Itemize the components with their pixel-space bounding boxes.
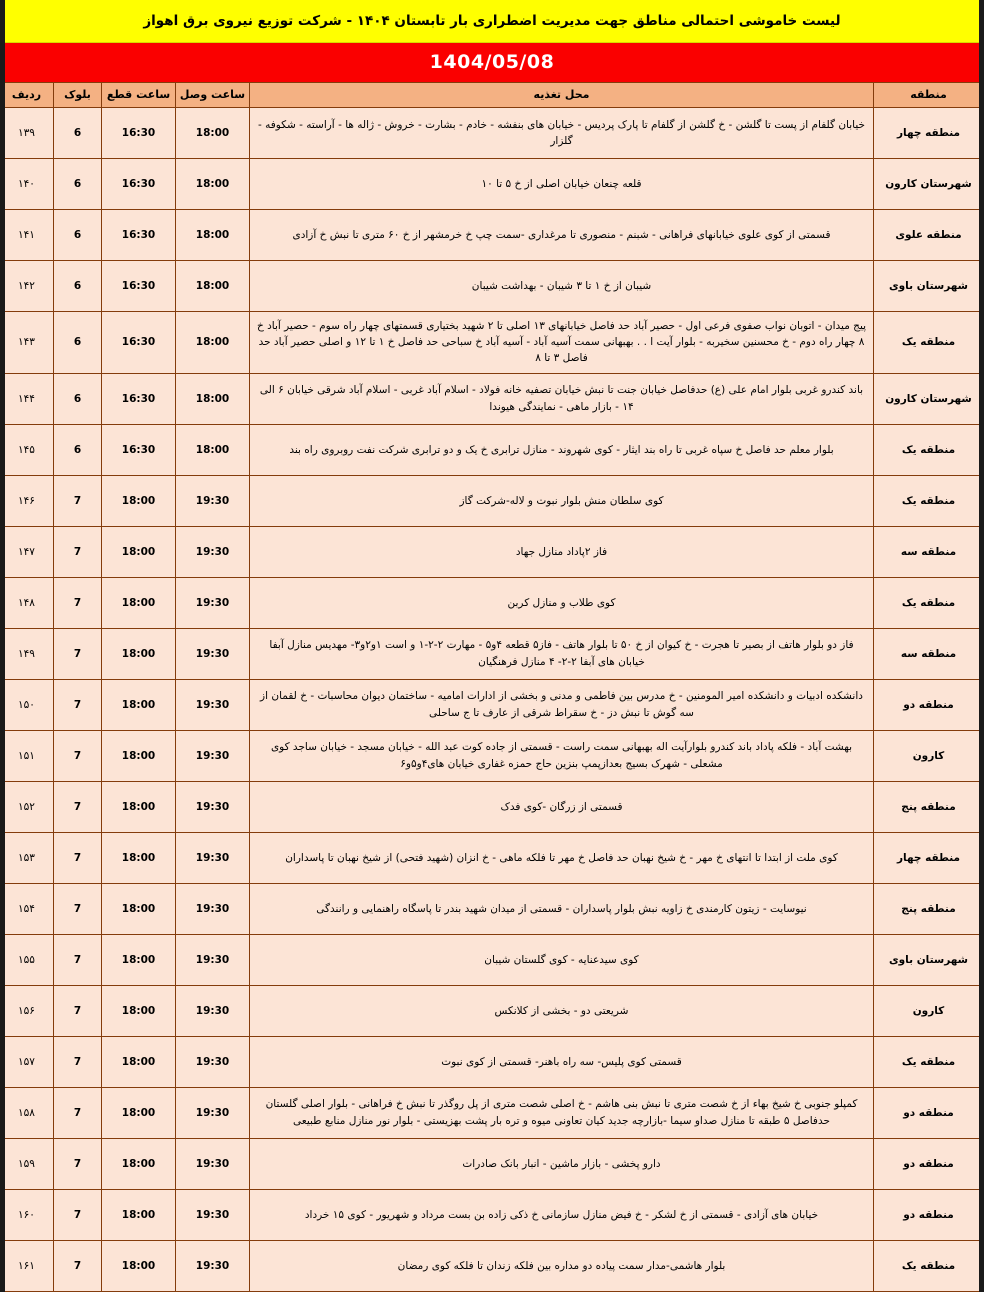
cell-restore-time: 18:00 [176,158,250,209]
cell-region: منطقه سه [874,526,984,577]
cell-place: کوی سیدعنایه - کوی گلستان شیبان [250,934,874,985]
cell-place: بهشت آباد - فلکه پاداد باند کندرو بلوارآیت اله بهبهانی سمت راست - قسمتی از جاده کوت عبد الله - خیابان مسجد - خیابان ساجد کوی مشعلی - شهرک بسیج بعدازپمپ بنزین حاج حمزه غفاری خیابان های۴و۵و۶ [250,730,874,781]
cell-cut-time: 18:00 [102,679,176,730]
cell-cut-time: 16:30 [102,158,176,209]
table-row [0,628,984,679]
cell-block: 7 [54,832,102,883]
cell-block: 7 [54,1189,102,1240]
cell-cut-time: 18:00 [102,526,176,577]
cell-cut-time: 18:00 [102,1240,176,1291]
table-row [0,1189,984,1240]
cell-cut-time: 18:00 [102,883,176,934]
cell-restore-time: 19:30 [176,679,250,730]
table-row [0,1036,984,1087]
cell-region: منطقه پنج [874,883,984,934]
cell-cut-time: 18:00 [102,1138,176,1189]
cell-block: 6 [54,107,102,158]
cell-restore-time: 19:30 [176,1138,250,1189]
table-row [0,679,984,730]
cell-block: 7 [54,1036,102,1087]
cell-row-number: ۱۵۸ [0,1087,54,1138]
table-row [0,1138,984,1189]
cell-restore-time: 19:30 [176,934,250,985]
column-header-row: ردیف [0,82,54,107]
cell-region: منطقه دو [874,679,984,730]
cell-place: قلعه چنعان خیابان اصلی از خ ۵ تا ۱۰ [250,158,874,209]
cell-cut-time: 16:30 [102,209,176,260]
cell-region: منطقه دو [874,1138,984,1189]
cell-row-number: ۱۴۱ [0,209,54,260]
column-header-cut-time: ساعت قطع [102,82,176,107]
cell-row-number: ۱۵۹ [0,1138,54,1189]
table-row [0,1087,984,1138]
table-row [0,832,984,883]
cell-row-number: ۱۵۲ [0,781,54,832]
table-row [0,934,984,985]
cell-block: 7 [54,934,102,985]
cell-block: 6 [54,209,102,260]
cell-row-number: ۱۶۰ [0,1189,54,1240]
table-row [0,260,984,311]
cell-cut-time: 18:00 [102,832,176,883]
cell-restore-time: 19:30 [176,1240,250,1291]
cell-region: منطقه یک [874,311,984,373]
cell-cut-time: 16:30 [102,373,176,424]
cell-restore-time: 19:30 [176,730,250,781]
cell-restore-time: 19:30 [176,1189,250,1240]
cell-row-number: ۱۶۱ [0,1240,54,1291]
table-row [0,781,984,832]
cell-row-number: ۱۵۵ [0,934,54,985]
cell-row-number: ۱۳۹ [0,107,54,158]
cell-restore-time: 18:00 [176,373,250,424]
cell-place: خیابان گلفام از پست تا گلشن - خ گلشن از گلفام تا پارک پردیس - خیابان های بنفشه - خادم - بشارت - خروش - ژاله ها - آراسته - شکوفه - گلزار [250,107,874,158]
cell-block: 7 [54,1138,102,1189]
cell-row-number: ۱۵۳ [0,832,54,883]
cell-place: فاز دو بلوار هاتف از بصیر تا هجرت - خ کیوان از خ ۵۰ تا بلوار هاتف - فاز۵ قطعه ۴و۵ - مهارت ۲-۲-۱ و است ۱و۲و۳- مهدیس منازل آبفا خیابان های آبفا ۲-۲- ۴ منازل فرهنگیان [250,628,874,679]
cell-row-number: ۱۵۴ [0,883,54,934]
cell-region: منطقه یک [874,1240,984,1291]
cell-block: 7 [54,883,102,934]
cell-place: شریعتی دو - بخشی از کلانکس [250,985,874,1036]
cell-region: منطقه یک [874,577,984,628]
cell-restore-time: 19:30 [176,1087,250,1138]
schedule-date: 1404/05/08 [0,43,984,82]
cell-row-number: ۱۴۳ [0,311,54,373]
cell-block: 7 [54,526,102,577]
cell-block: 7 [54,985,102,1036]
cell-cut-time: 16:30 [102,311,176,373]
cell-row-number: ۱۵۷ [0,1036,54,1087]
cell-place: بلوار هاشمی-مدار سمت پیاده دو مداره بین فلکه زندان تا فلکه کوی رمضان [250,1240,874,1291]
cell-cut-time: 18:00 [102,577,176,628]
cell-cut-time: 18:00 [102,781,176,832]
cell-place: باند کندرو غربی بلوار امام علی (ع) حدفاصل خیابان جنت تا نبش خیابان تصفیه خانه فولاد - اسلام آباد غربی - اسلام آباد شرقی خیابان ۶ الی ۱۴ - بازار ماهی - نمایندگی هیوندا [250,373,874,424]
cell-cut-time: 18:00 [102,628,176,679]
column-header-region: منطقه [874,82,984,107]
cell-row-number: ۱۴۰ [0,158,54,209]
cell-restore-time: 18:00 [176,311,250,373]
cell-place: دارو پخشی - بازار ماشین - انبار بانک صادرات [250,1138,874,1189]
cell-block: 6 [54,373,102,424]
cell-block: 7 [54,475,102,526]
cell-region: منطقه چهار [874,832,984,883]
table-row [0,311,984,373]
cell-cut-time: 18:00 [102,1087,176,1138]
cell-row-number: ۱۴۵ [0,424,54,475]
cell-place: کوی سلطان منش بلوار نبوت و لاله-شرکت گاز [250,475,874,526]
table-row [0,1240,984,1291]
cell-place: فاز ۲پاداد منازل جهاد [250,526,874,577]
outage-schedule-table [0,82,984,1292]
cell-cut-time: 18:00 [102,475,176,526]
column-header-place: محل تغذیه [250,82,874,107]
cell-place: دانشکده ادبیات و دانشکده امیر المومنین - خ مدرس بین فاطمی و مدنی و بخشی از ادارات امامیه - ساختمان دیوان محاسبات - خ لقمان از سه گوش تا نبش دز - خ سقراط شرقی از عارف تا ج ساحلی [250,679,874,730]
cell-row-number: ۱۴۷ [0,526,54,577]
cell-block: 7 [54,1240,102,1291]
cell-cut-time: 18:00 [102,1036,176,1087]
cell-block: 7 [54,1087,102,1138]
table-row [0,985,984,1036]
cell-region: شهرستان کارون [874,373,984,424]
cell-region: منطقه سه [874,628,984,679]
table-row [0,730,984,781]
cell-region: منطقه دو [874,1189,984,1240]
cell-restore-time: 18:00 [176,260,250,311]
cell-block: 7 [54,628,102,679]
cell-block: 6 [54,260,102,311]
cell-restore-time: 19:30 [176,883,250,934]
table-row [0,373,984,424]
cell-cut-time: 16:30 [102,107,176,158]
cell-restore-time: 18:00 [176,424,250,475]
cell-place: کوی ملت از ابتدا تا انتهای خ مهر - خ شیخ نهبان حد فاصل خ مهر تا فلکه ماهی - خ انزان (شهید فتحی) از شیخ نهبان تا پاسداران [250,832,874,883]
cell-region: منطقه دو [874,1087,984,1138]
cell-block: 6 [54,158,102,209]
table-row [0,424,984,475]
cell-block: 7 [54,781,102,832]
table-row [0,209,984,260]
table-row [0,883,984,934]
cell-row-number: ۱۴۸ [0,577,54,628]
cell-restore-time: 19:30 [176,1036,250,1087]
cell-restore-time: 18:00 [176,107,250,158]
cell-restore-time: 19:30 [176,628,250,679]
cell-region: منطقه یک [874,1036,984,1087]
cell-row-number: ۱۵۶ [0,985,54,1036]
cell-place: پیج میدان - اتوبان نواب صفوی فرعی اول - حصیر آباد حد فاصل خیابانهای ۱۳ اصلی تا ۲ شهید بختیاری قسمتهای چهار راه سوم - حصیر آباد خ ۸ چهار راه دوم - خ محسنین سخیربه - بلوار آیت ا . . بهبهانی سمت آسیه آباد - آسیه آباد خ سباحی حد فاصل خ ۱ تا ۱۲ و اصلی حصیر آباد حد فاصل ۳ تا ۸ [250,311,874,373]
cell-restore-time: 19:30 [176,781,250,832]
cell-cut-time: 16:30 [102,424,176,475]
cell-region: منطقه یک [874,475,984,526]
table-row [0,107,984,158]
cell-restore-time: 19:30 [176,475,250,526]
table-row [0,158,984,209]
table-header-row [0,82,984,107]
cell-cut-time: 18:00 [102,934,176,985]
cell-region: منطقه یک [874,424,984,475]
cell-region: منطقه پنج [874,781,984,832]
cell-place: شیبان از خ ۱ تا ۳ شیبان - بهداشت شیبان [250,260,874,311]
cell-restore-time: 19:30 [176,577,250,628]
cell-place: کوی طلاب و منازل کربن [250,577,874,628]
cell-row-number: ۱۴۴ [0,373,54,424]
cell-place: بلوار معلم حد فاصل خ سپاه غربی تا راه بند ایثار - کوی شهروند - منازل ترابری خ یک و دو ترابری شرکت نفت روبروی راه بند [250,424,874,475]
cell-place: نیوسایت - زیتون کارمندی خ زاویه نبش بلوار پاسداران - قسمتی از میدان شهید بندر تا پاسگاه راهنمایی و رانندگی [250,883,874,934]
column-header-restore-time: ساعت وصل [176,82,250,107]
cell-region: شهرستان باوی [874,260,984,311]
cell-block: 7 [54,730,102,781]
cell-row-number: ۱۴۲ [0,260,54,311]
cell-cut-time: 16:30 [102,260,176,311]
cell-region: کارون [874,730,984,781]
table-row [0,475,984,526]
cell-region: منطقه چهار [874,107,984,158]
cell-place: قسمتی از کوی علوی خیابانهای فراهانی - شبنم - منصوری تا مرغداری -سمت چپ خ خرمشهر از خ ۶۰ متری تا نبش خ آزادی [250,209,874,260]
cell-row-number: ۱۵۰ [0,679,54,730]
cell-block: 7 [54,577,102,628]
table-row [0,577,984,628]
table-body [0,107,984,1291]
table-row [0,526,984,577]
cell-region: شهرستان کارون [874,158,984,209]
cell-restore-time: 19:30 [176,832,250,883]
cell-place: قسمتی کوی پلیس- سه راه باهنر- قسمتی از کوی نبوت [250,1036,874,1087]
column-header-block: بلوک [54,82,102,107]
cell-place: کمپلو جنوبی خ شیخ بهاء از خ شصت متری تا نبش بنی هاشم - خ اصلی شصت متری از پل روگذر تا نبش خ فراهانی - بلوار اصلی گلستان حدفاصل ۵ طبقه تا منازل صداو سیما -بازارچه جدید کیان تعاونی میوه و تره بار پشت بهزیستی - بلوار نور منازل منابع طبیعی [250,1087,874,1138]
cell-place: خیابان های آزادی - قسمتی از خ لشکر - خ فیض منازل سازمانی خ ذکی زاده بن بست مرداد و شهریور - کوی ۱۵ خرداد [250,1189,874,1240]
cell-cut-time: 18:00 [102,730,176,781]
cell-region: منطقه علوی [874,209,984,260]
cell-row-number: ۱۵۱ [0,730,54,781]
page-title: لیست خاموشی احتمالی مناطق جهت مدیریت اضطراری بار تابستان ۱۴۰۴ - شرکت توزیع نیروی برق اهواز [0,0,984,43]
cell-restore-time: 19:30 [176,526,250,577]
cell-region: کارون [874,985,984,1036]
cell-row-number: ۱۴۹ [0,628,54,679]
cell-cut-time: 18:00 [102,1189,176,1240]
cell-block: 6 [54,424,102,475]
cell-restore-time: 18:00 [176,209,250,260]
cell-cut-time: 18:00 [102,985,176,1036]
cell-place: قسمتی از زرگان -کوی فدک [250,781,874,832]
cell-block: 6 [54,311,102,373]
cell-region: شهرستان باوی [874,934,984,985]
cell-restore-time: 19:30 [176,985,250,1036]
cell-row-number: ۱۴۶ [0,475,54,526]
cell-block: 7 [54,679,102,730]
